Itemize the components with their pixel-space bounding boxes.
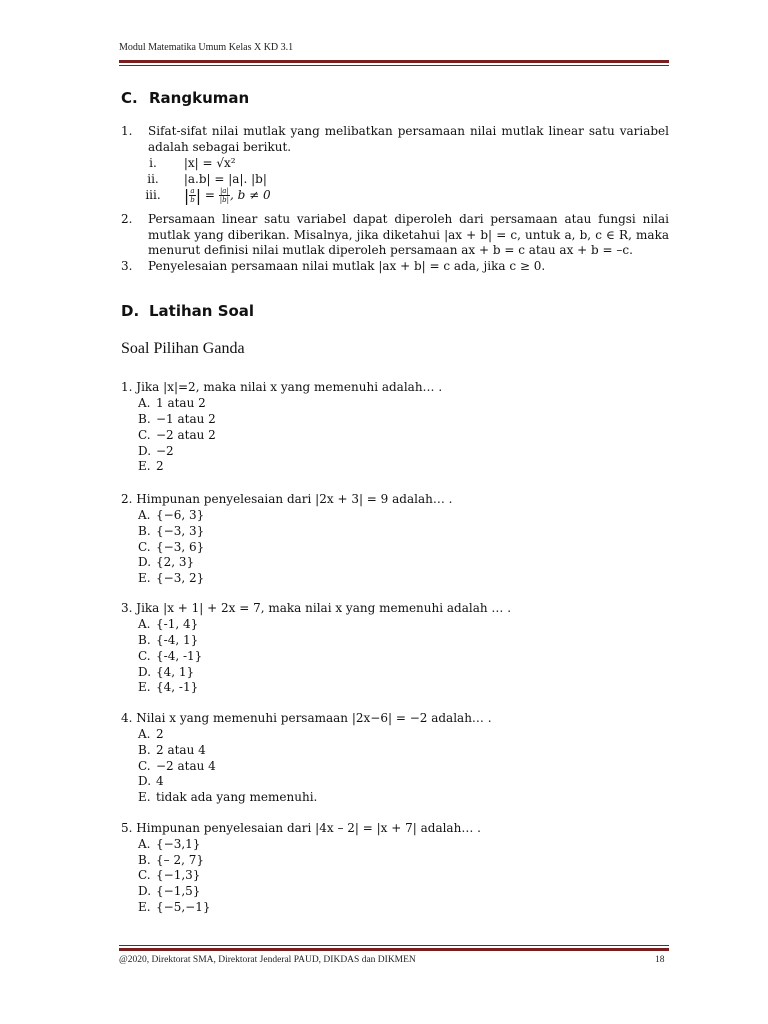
subheading-pilihan-ganda: Soal Pilihan Ganda: [121, 340, 245, 357]
rangkuman-number: 3.: [121, 259, 133, 273]
question-4: 4. Nilai x yang memenuhi persamaan |2x−6| = −2 adalah… .: [121, 711, 492, 725]
rangkuman-item-3: [121, 259, 669, 275]
option-a: A. {−3,1}: [138, 837, 201, 851]
option-c: C. −2 atau 4: [138, 759, 216, 773]
rangkuman-number: 1.: [121, 124, 133, 138]
section-c-heading: [121, 89, 249, 107]
page-number: 18: [655, 955, 665, 965]
question-2: 2. Himpunan penyelesaian dari |2x + 3| = 9 adalah… .: [121, 492, 453, 506]
option-b: B. 2 atau 4: [138, 743, 206, 757]
sifat-item-iii: [138, 187, 271, 204]
option-c: C. −2 atau 2: [138, 428, 216, 442]
option-d: D. {4, 1}: [138, 665, 195, 679]
footer-rule-thick: [119, 948, 669, 951]
fraction-lhs: $\frac{a}{b}$: [190, 187, 195, 204]
option-d: D. {2, 3}: [138, 555, 195, 569]
running-header: Modul Matematika Umum Kelas X KD 3.1: [119, 42, 294, 53]
option-a: A. {−6, 3}: [138, 508, 205, 522]
section-d-heading: [121, 302, 254, 320]
sifat-roman: i.: [149, 156, 157, 170]
rangkuman-item-1: [121, 124, 669, 155]
abs-fraction-formula: | $\frac{a}{b}$ | = $\frac{|a|}{|b|}$ , b ≠ 0: [183, 185, 271, 205]
rangkuman-text: Persamaan linear satu variabel dapat diperoleh dari persamaan atau fungsi nilai mutlak yang diberikan. Misalnya, jika diketahui |ax + b| = c, untuk a, b, c ∈ R, maka menurut definisi nilai mutlak diperoleh persamaan ax + b = c atau ax + b = –c.: [148, 212, 669, 257]
header-rule-thick: [119, 60, 669, 63]
option-e: E. 2: [138, 459, 164, 473]
sifat-roman: iii.: [145, 188, 161, 202]
option-a: A. 1 atau 2: [138, 396, 206, 410]
footer-rule-thin: [119, 945, 669, 946]
rangkuman-text: Penyelesaian persamaan nilai mutlak |ax + b| = c ada, jika c ≥ 0.: [148, 259, 546, 273]
option-d: D. −2: [138, 444, 174, 458]
option-c: C. {−3, 6}: [138, 540, 205, 554]
rangkuman-text: Sifat-sifat nilai mutlak yang melibatkan persamaan nilai mutlak linear satu variabel adalah sebagai berikut.: [148, 124, 669, 154]
question-5: 5. Himpunan penyelesaian dari |4x – 2| = |x + 7| adalah… .: [121, 821, 481, 835]
option-e: E. {4, -1}: [138, 680, 199, 694]
option-b: B. {– 2, 7}: [138, 853, 204, 867]
sifat-item-ii: [138, 172, 267, 188]
option-d: D. {−1,5}: [138, 884, 201, 898]
option-b: B. {−3, 3}: [138, 524, 205, 538]
sifat-text: |x| = √x²: [183, 156, 236, 170]
footer-copyright: @2020, Direktorat SMA, Direktorat Jenderal PAUD, DIKDAS dan DIKMEN: [119, 955, 416, 965]
sifat-text: |a.b| = |a|. |b|: [183, 172, 267, 186]
option-e: E. {−5,−1}: [138, 900, 211, 914]
sifat-roman: ii.: [147, 172, 159, 186]
option-a: A. {-1, 4}: [138, 617, 199, 631]
question-3: 3. Jika |x + 1| + 2x = 7, maka nilai x yang memenuhi adalah … .: [121, 601, 512, 615]
option-b: B. {-4, 1}: [138, 633, 199, 647]
option-a: A. 2: [138, 727, 164, 741]
rangkuman-item-2: [121, 212, 669, 259]
section-c-number: C.: [121, 89, 138, 107]
question-1: 1. Jika |x|=2, maka nilai x yang memenuhi adalah… .: [121, 380, 443, 394]
option-d: D. 4: [138, 774, 164, 788]
rangkuman-number: 2.: [121, 212, 133, 226]
section-c-title: Rangkuman: [149, 89, 250, 107]
sifat-item-i: [138, 156, 236, 172]
fraction-rhs: $\frac{|a|}{|b|}$: [219, 187, 229, 204]
header-rule-thin: [119, 65, 669, 66]
option-c: C. {-4, -1}: [138, 649, 203, 663]
section-d-title: Latihan Soal: [149, 302, 255, 320]
option-b: B. −1 atau 2: [138, 412, 216, 426]
section-d-number: D.: [121, 302, 140, 320]
option-e: E. {−3, 2}: [138, 571, 205, 585]
option-c: C. {−1,3}: [138, 868, 201, 882]
option-e: E. tidak ada yang memenuhi.: [138, 790, 318, 804]
